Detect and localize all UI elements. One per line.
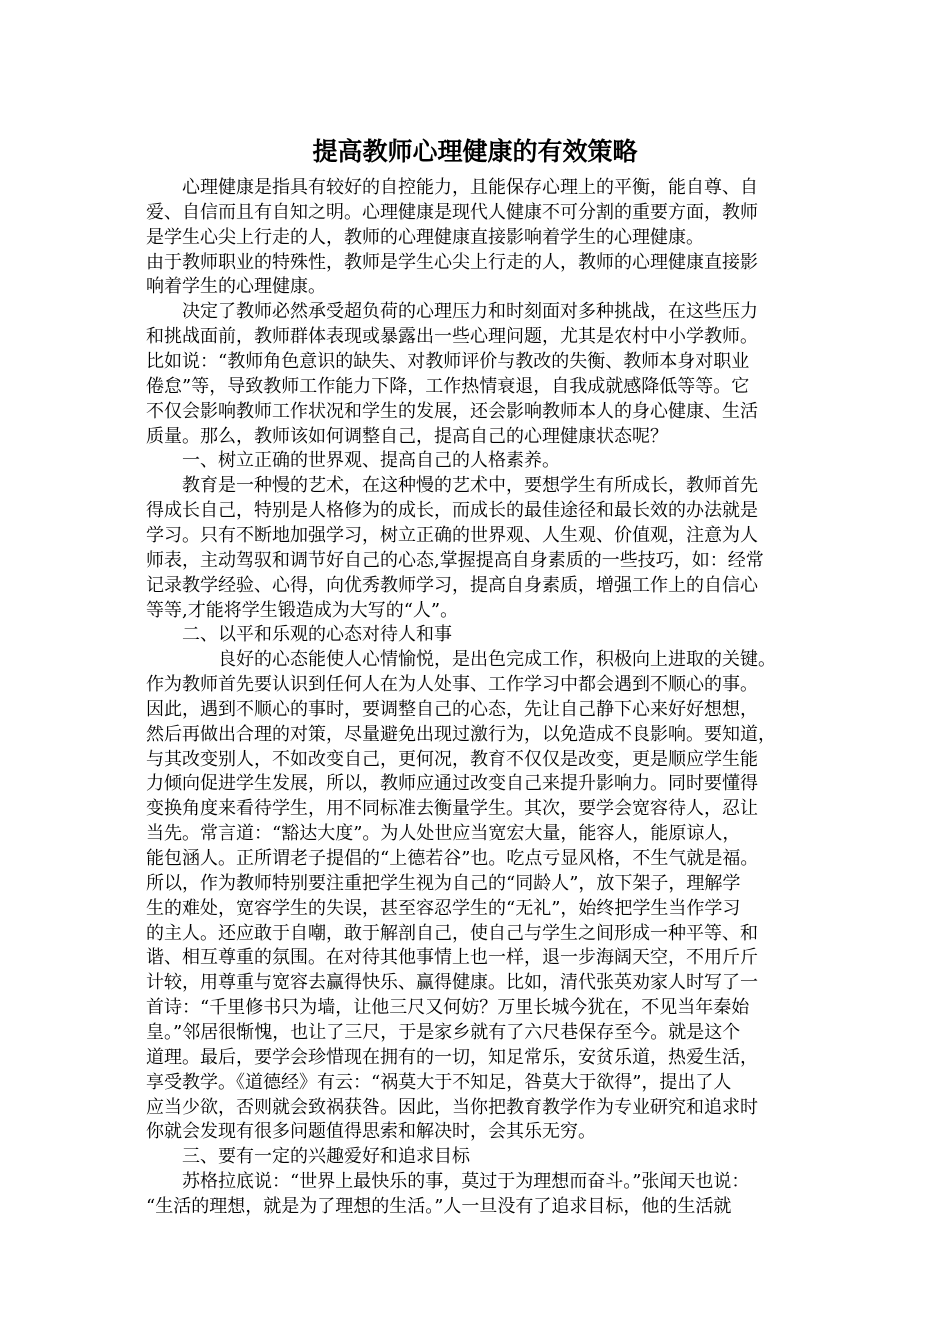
body-text-line: 心理健康是指具有较好的自控能力，且能保存心理上的平衡，能自尊、自 bbox=[146, 177, 758, 198]
document-title: 提高教师心理健康的有效策略 bbox=[312, 137, 638, 166]
body-text-line: “生活的理想，就是为了理想的生活。”人一旦没有了追求目标，他的生活就 bbox=[146, 1195, 732, 1217]
body-text-line: 当先。常言道：“豁达大度”。为人处世应当宽宏大量，能容人，能原谅人， bbox=[146, 823, 741, 845]
body-text-line: 质量。那么，教师该如何调整自己，提高自己的心理健康状态呢？ bbox=[146, 425, 668, 447]
body-text-line: 的主人。还应敢于自嘲，敢于解剖自己，使自己与学生之间形成一种平等、和 bbox=[146, 922, 758, 944]
body-text-line: 然后再做出合理的对策，尽量避免出现过激行为，以免造成不良影响。要知道， bbox=[146, 723, 776, 745]
body-text-line: 力倾向促进学生发展，所以，教师应通过改变自己来提升影响力。同时要懂得 bbox=[146, 773, 758, 795]
body-text-line: 因此，遇到不顺心的事时，要调整自己的心态，先让自己静下心来好好想想， bbox=[146, 698, 758, 720]
body-text-line: 你就会发现有很多问题值得思索和解决时，会其乐无穷。 bbox=[146, 1121, 596, 1143]
body-text-line: 和挑战面前，教师群体表现或暴露出一些心理问题，尤其是农村中小学教师。 bbox=[146, 326, 758, 348]
body-text-line: 能包涵人。正所谓老子提倡的“上德若谷”也。吃点亏显风格，不生气就是福。 bbox=[146, 848, 759, 869]
body-text-line: 应当少欲，否则就会致祸获咎。因此，当你把教育教学作为专业研究和追求时 bbox=[146, 1096, 758, 1118]
body-text-line: 由于教师职业的特殊性，教师是学生心尖上行走的人，教师的心理健康直接影 bbox=[146, 251, 758, 273]
body-text-line: 得成长自己，特别是人格修为的成长，而成长的最佳途径和最长效的办法就是 bbox=[146, 500, 758, 522]
body-text-line: 比如说：“教师角色意识的缺失、对教师评价与教改的失衡、教师本身对职业 bbox=[146, 351, 750, 372]
body-text-line: 计较，用尊重与宽容去赢得快乐、赢得健康。比如，清代张英劝家人时写了一 bbox=[146, 972, 758, 994]
body-text-line: 苏格拉底说：“世界上最快乐的事，莫过于为理想而奋斗。”张闻天也说： bbox=[146, 1171, 750, 1192]
body-text-line: 变换角度来看待学生，用不同标准去衡量学生。其次，要学会宽容待人，忍让 bbox=[146, 798, 758, 820]
body-text-line: 等等,才能将学生锻造成为大写的“人”。 bbox=[146, 599, 459, 621]
body-text-line: 一、树立正确的世界观、提高自己的人格素养。 bbox=[146, 450, 560, 472]
body-text-line: 学习。只有不断地加强学习，树立正确的世界观、人生观、价值观，注意为人 bbox=[146, 524, 758, 546]
body-text-line: 不仅会影响教师工作状况和学生的发展，还会影响教师本人的身心健康、生活 bbox=[146, 400, 758, 422]
body-text-line: 决定了教师必然承受超负荷的心理压力和时刻面对多种挑战，在这些压力 bbox=[146, 301, 758, 323]
body-text-line: 教育是一种慢的艺术，在这种慢的艺术中，要想学生有所成长，教师首先 bbox=[146, 475, 758, 497]
body-text-line: 是学生心尖上行走的人，教师的心理健康直接影响着学生的心理健康。 bbox=[146, 226, 704, 248]
body-text-line: 良好的心态能使人心情愉悦，是出色完成工作，积极向上进取的关键。 bbox=[146, 649, 776, 671]
body-text-line: 倦怠”等，导致教师工作能力下降，工作热情衰退，自我成就感降低等等。它 bbox=[146, 375, 750, 397]
body-text-line: 爱、自信而且有自知之明。心理健康是现代人健康不可分割的重要方面，教师 bbox=[146, 201, 758, 223]
body-text-line: 作为教师首先要认识到任何人在为人处事、工作学习中都会遇到不顺心的事。 bbox=[146, 674, 758, 695]
body-text-line: 师表，主动驾驭和调节好自己的心态,掌握提高自身素质的一些技巧，如：经常 bbox=[146, 549, 764, 571]
body-text-line: 二、以平和乐观的心态对待人和事 bbox=[146, 624, 452, 646]
body-text-line: 三、要有一定的兴趣爱好和追求目标 bbox=[146, 1146, 470, 1168]
body-text-line: 谐、相互尊重的氛围。在对待其他事情上也一样，退一步海阔天空，不用斤斤 bbox=[146, 947, 758, 969]
body-text-line: 响着学生的心理健康。 bbox=[146, 276, 326, 298]
body-text-line: 与其改变别人，不如改变自己，更何况，教育不仅仅是改变，更是顺应学生能 bbox=[146, 748, 758, 770]
body-text-line: 记录教学经验、心得，向优秀教师学习，提高自身素质，增强工作上的自信心 bbox=[146, 574, 758, 596]
body-text-line: 首诗：“千里修书只为墙，让他三尺又何妨？万里长城今犹在，不见当年秦始 bbox=[146, 997, 750, 1019]
body-text-line: 生的难处，宽容学生的失误，甚至容忍学生的“无礼”，始终把学生当作学习 bbox=[146, 897, 741, 919]
body-text-line: 皇。”邻居很惭愧，也让了三尺，于是家乡就有了六尺巷保存至今。就是这个 bbox=[146, 1021, 741, 1043]
body-text-line: 道理。最后，要学会珍惜现在拥有的一切，知足常乐，安贫乐道，热爱生活， bbox=[146, 1046, 758, 1068]
body-text-line: 所以，作为教师特别要注重把学生视为自己的“同龄人”，放下架子，理解学 bbox=[146, 872, 741, 894]
body-text-line: 享受教学。《道德经》有云：“祸莫大于不知足，咎莫大于欲得”，提出了人 bbox=[146, 1071, 732, 1093]
